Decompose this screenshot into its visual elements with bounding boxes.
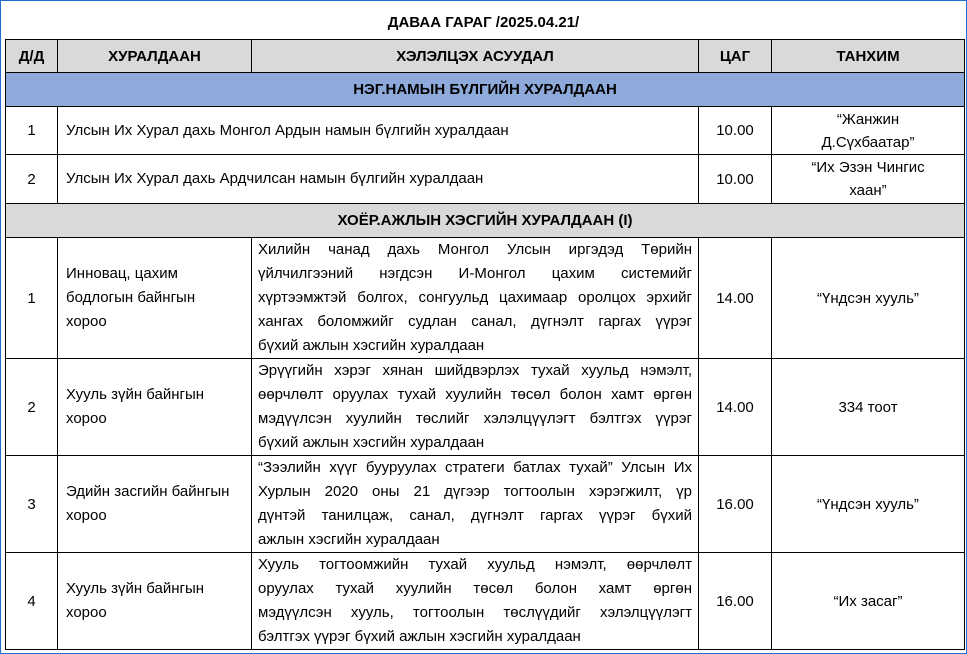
- meeting-topic: [252, 238, 699, 359]
- topic-line: Эрүүгийн хэрэг хянан шийдвэрлэх тухай хуульд нэмэлт,: [258, 362, 692, 379]
- table-row: [6, 456, 965, 553]
- section-title: НЭГ.НАМЫН БҮЛГИЙН ХУРАЛДААН: [6, 73, 965, 107]
- table-row: [6, 238, 965, 359]
- meeting-line: хороо: [66, 313, 107, 330]
- topic-line: “Зээлийн хүүг бууруулах стратеги батлах тухай” Улсын Их: [258, 459, 692, 476]
- topic-line: хангах боломжийг судлан санал, дүгнэлт гаргах үүрэг: [258, 313, 692, 330]
- meeting-time: 14.00: [699, 359, 772, 456]
- row-number: 1: [6, 238, 58, 359]
- schedule-table: [5, 39, 965, 650]
- section-title: ХОЁР.АЖЛЫН ХЭСГИЙН ХУРАЛДААН (I): [6, 204, 965, 238]
- room-line: Д.Сүхбаатар”: [821, 133, 915, 151]
- header-time: ЦАГ: [699, 40, 772, 73]
- topic-line: ажлын хэсгийн хуралдаан: [258, 531, 440, 548]
- meeting-name: [58, 238, 252, 359]
- meeting-name: [58, 359, 252, 456]
- topic-line: Хурлын 2020 оны 21 дүгээр тогтоолын хэрэгжилт, үр: [258, 483, 692, 500]
- header-meeting: ХУРАЛДААН: [58, 40, 252, 73]
- table-row: [6, 155, 965, 204]
- meeting-time: 14.00: [699, 238, 772, 359]
- row-number: 2: [6, 155, 58, 204]
- meeting-time: 16.00: [699, 553, 772, 650]
- topic-line: хүртээмжтэй болгох, сонгуульд цахимаар оролцох эрхийг: [258, 289, 692, 306]
- meeting-time: 16.00: [699, 456, 772, 553]
- meeting-room: “Үндсэн хууль”: [772, 456, 965, 553]
- meeting-topic: [252, 553, 699, 650]
- topic-line: өөрчлөлт оруулах тухай хуулийн төсөл болон хамт өргөн: [258, 386, 692, 403]
- topic-line: бүхий ажлын хэсгийн хуралдаан: [258, 337, 485, 354]
- page-title: ДАВАА ГАРАГ /2025.04.21/: [387, 14, 580, 31]
- header-topic: ХЭЛЭЛЦЭХ АСУУДАЛ: [252, 40, 699, 73]
- meeting-name: [58, 456, 252, 553]
- meeting-time: 10.00: [699, 155, 772, 204]
- meeting-line: Эдийн засгийн байнгын: [66, 483, 230, 500]
- topic-line: оруулах тухай хуулийн төсөл болон хамт өргөн: [258, 580, 692, 597]
- meeting-room: 334 тоот: [772, 359, 965, 456]
- topic-line: дүнтэй танилцаж, санал, дүгнэлт гаргах үүрэг бүхий: [258, 507, 692, 524]
- row-number: 3: [6, 456, 58, 553]
- meeting-time: 10.00: [699, 107, 772, 155]
- meeting-line: хороо: [66, 507, 107, 524]
- row-number: 2: [6, 359, 58, 456]
- header-no: Д/Д: [6, 40, 58, 73]
- meeting-name: Улсын Их Хурал дахь Монгол Ардын намын бүлгийн хуралдаан: [58, 107, 699, 155]
- table-row: [6, 107, 965, 155]
- header-room: ТАНХИМ: [772, 40, 965, 73]
- section-row: [6, 73, 965, 107]
- meeting-room: “Их засаг”: [772, 553, 965, 650]
- meeting-line: Хууль зүйн байнгын: [66, 580, 205, 597]
- table-row: [6, 359, 965, 456]
- meeting-line: Хууль зүйн байнгын: [66, 386, 205, 403]
- meeting-line: хороо: [66, 604, 107, 621]
- meeting-name: Улсын Их Хурал дахь Ардчилсан намын бүлгийн хуралдаан: [58, 155, 699, 204]
- meeting-room: “Үндсэн хууль”: [772, 238, 965, 359]
- meeting-line: Инновац, цахим: [66, 265, 178, 282]
- meeting-name: [58, 553, 252, 650]
- row-number: 1: [6, 107, 58, 155]
- topic-line: мэдүүлсэн хуулийн төслийг хэлэлцүүлэгт бэлтгэх үүрэг: [258, 410, 692, 427]
- meeting-line: бодлогын байнгын: [66, 289, 196, 306]
- topic-line: Хилийн чанад дахь Монгол Улсын иргэдэд Төрийн: [258, 241, 692, 258]
- topic-line: мэдүүлсэн хууль, тогтоолын төслүүдийг хэлэлцүүлэгт: [258, 604, 692, 621]
- table-row: [6, 553, 965, 650]
- room-line: “Их Эзэн Чингис: [811, 159, 925, 176]
- room-line: хаан”: [849, 182, 887, 199]
- meeting-line: хороо: [66, 410, 107, 427]
- room-line: “Жанжин: [836, 110, 900, 128]
- row-number: 4: [6, 553, 58, 650]
- meeting-topic: [252, 359, 699, 456]
- topic-line: бэлтгэх үүрэг бүхий ажлын хэсгийн хуралдаан: [258, 628, 581, 645]
- topic-line: үйлчилгээний нэгдсэн И-Монгол цахим системийг: [258, 265, 692, 282]
- topic-line: бүхий ажлын хэсгийн хуралдаан: [258, 434, 485, 451]
- header-row: [6, 40, 965, 73]
- meeting-room: [772, 107, 965, 155]
- section-row: [6, 204, 965, 238]
- topic-line: Хууль тогтоомжийн тухай хуульд нэмэлт, өөрчлөлт: [258, 556, 692, 573]
- meeting-topic: [252, 456, 699, 553]
- meeting-room: [772, 155, 965, 204]
